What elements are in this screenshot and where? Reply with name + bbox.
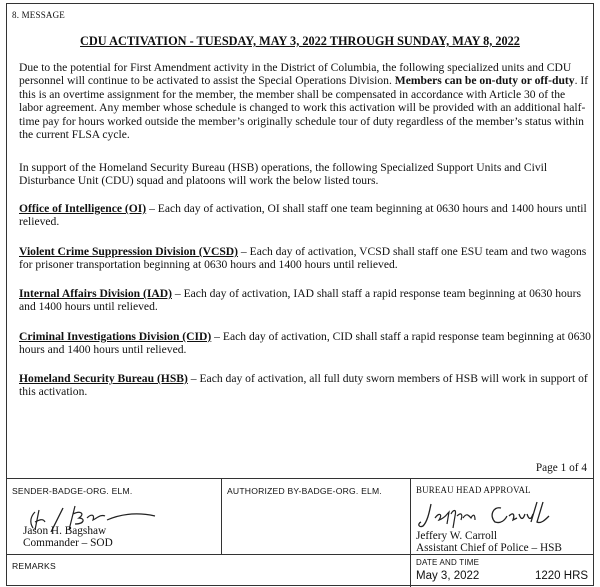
division-text: – Each day of activation, VCSD shall staff one ESU team and two wagons for prisoner transportation beginning at 0630 hours and 1400 hours until relieved. [19,245,587,272]
date-time-label: DATE AND TIME [416,558,480,567]
support-paragraph [19,161,591,188]
sender-title: Commander – SOD [23,536,113,549]
division-item-hsb [19,372,591,399]
remarks-label: REMARKS [12,561,56,571]
division-name: Criminal Investigations Division (CID) [19,330,212,343]
intro-text-1: Due to the potential for First Amendment activity in the District of Columbia, the following specialized units and CDU personnel will continue to be activated to assist the Special Operations Division. [19,61,572,88]
division-name: Office of Intelligence (OI) [19,202,147,215]
division-name: Internal Affairs Division (IAD) [19,287,172,300]
date-value: May 3, 2022 [416,570,480,582]
division-name: Violent Crime Suppression Division (VCSD) [19,245,239,258]
intro-text-2: . If this is an overtime assignment for the member, the member shall be compensated in accordance with Article 30 of the labor agreement. Any member whose schedule is changed to work this activation will be provided with an additional half-time pay for hours worked outside the member’s originally schedule tour of duty regardless of the member’s status within the current FLSA cycle. [19,74,589,142]
footer-divider-left [221,478,222,554]
sender-name: Jason H. Bagshaw [23,525,107,537]
bureau-approval-label: BUREAU HEAD APPROVAL [416,485,531,495]
page-title: CDU ACTIVATION - TUESDAY, MAY 3, 2022 THROUGH SUNDAY, MAY 8, 2022 [80,34,520,48]
division-item-vcsd [19,245,591,272]
bureau-signature [417,498,567,532]
division-item-iad [19,287,591,314]
bureau-head-title: Assistant Chief of Police – HSB [416,541,562,554]
division-item-cid [19,330,591,357]
division-text: – Each day of activation, OI shall staff one team beginning at 0630 hours and 1400 hours until relieved. [19,202,587,229]
footer-divider-top [7,478,593,479]
time-value: 1220 HRS [535,570,589,582]
division-text: – Each day of activation, IAD shall staff a rapid response team beginning at 0630 hours and 1400 hours until relieved. [19,287,581,314]
sender-label: SENDER-BADGE-ORG. ELM. [12,486,133,496]
section-label: 8. MESSAGE [12,10,66,20]
intro-paragraph [19,61,591,141]
authorized-label: AUTHORIZED BY-BADGE-ORG. ELM. [227,486,382,496]
support-text: In support of the Homeland Security Bureau (HSB) operations, the following Specialized Support Units and Civil Disturbance Unit (CDU) squad and platoons will work the below listed tours. [19,161,548,188]
division-text: – Each day of activation, all full duty sworn members of HSB will work in support of this activation. [19,372,588,399]
division-text: – Each day of activation, CID shall staff a rapid response team beginning at 0630 hours and 1400 hours until relieved. [19,330,591,357]
page-number: Page 1 of 4 [535,462,587,474]
footer-divider-right [410,478,411,587]
bureau-head-name: Jeffery W. Carroll [416,530,498,542]
message-form [6,3,594,586]
intro-bold-text: Members can be on-duty or off-duty [394,74,575,88]
division-name: Homeland Security Bureau (HSB) [19,372,188,385]
division-item-oi [19,202,591,229]
